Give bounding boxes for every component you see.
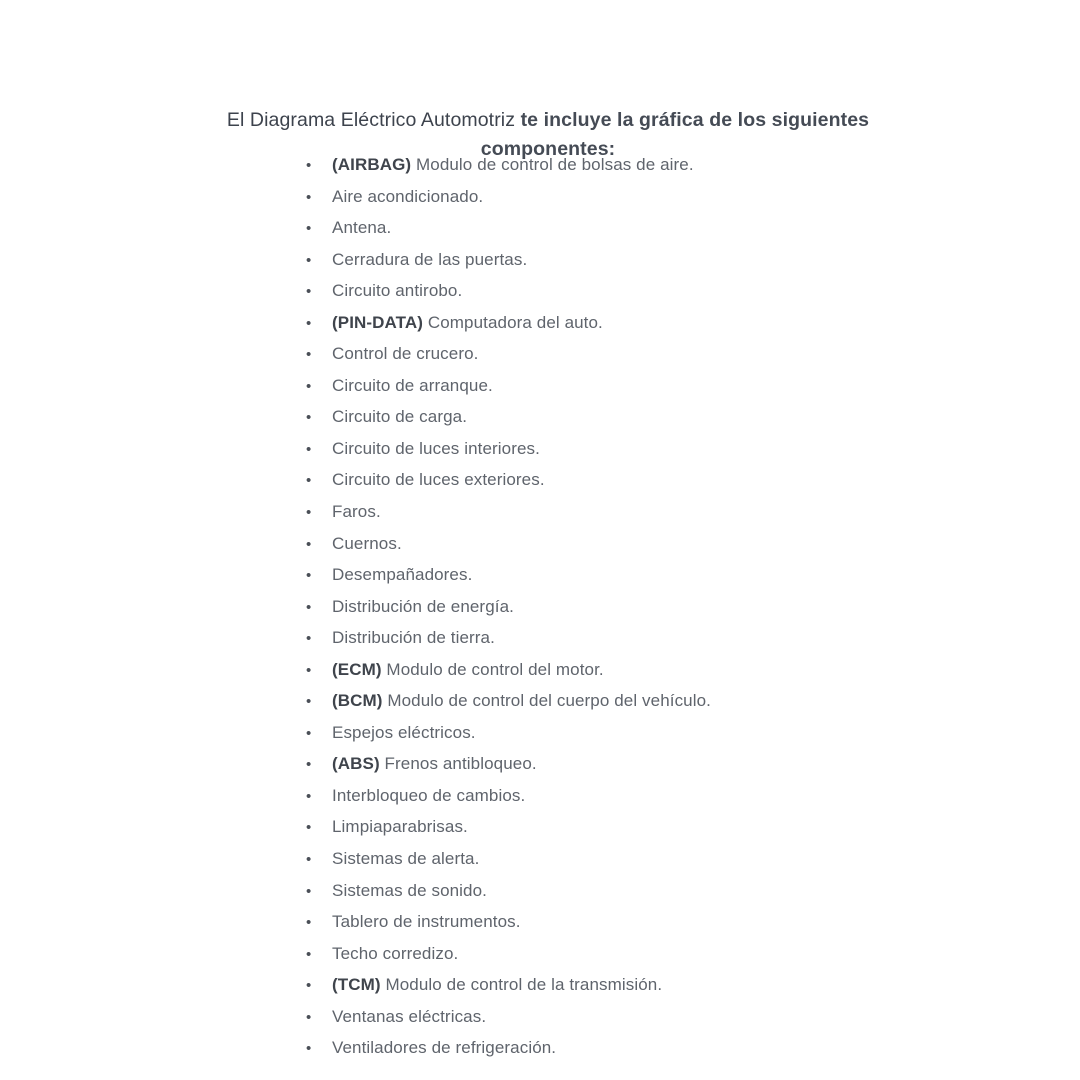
list-item (304, 464, 711, 496)
bullet-icon: • (306, 440, 312, 458)
bullet-icon: • (306, 504, 312, 522)
bullet-icon: • (306, 251, 312, 269)
component-description: Circuito de arranque. (332, 375, 493, 395)
component-code: (PIN-DATA) (332, 312, 424, 332)
component-description: Circuito de carga. (332, 407, 468, 427)
list-item (304, 591, 711, 623)
bullet-icon: • (306, 283, 312, 301)
bullet-icon: • (306, 724, 312, 742)
list-item (304, 654, 711, 686)
component-description: Modulo de control de la transmisión. (380, 975, 663, 995)
component-description: Control de crucero. (332, 344, 479, 364)
bullet-icon: • (306, 819, 312, 837)
bullet-icon: • (306, 472, 312, 490)
component-description: Sistemas de sonido. (332, 880, 487, 900)
component-code: (TCM) (332, 975, 381, 995)
component-description: Limpiaparabrisas. (332, 817, 468, 837)
component-code: (AIRBAG) (332, 155, 412, 174)
list-item (304, 685, 711, 717)
list-item (304, 559, 711, 591)
list-item (304, 181, 711, 213)
bullet-icon: • (306, 598, 312, 616)
bullet-icon: • (306, 693, 312, 711)
list-item (304, 149, 711, 181)
bullet-icon: • (306, 945, 312, 963)
list-item (304, 843, 711, 875)
component-description: Modulo de control de bolsas de aire. (411, 155, 694, 174)
component-description: Tablero de instrumentos. (332, 912, 521, 932)
component-description: Modulo de control del motor. (381, 659, 604, 679)
component-description: Distribución de tierra. (332, 628, 495, 648)
bullet-icon: • (306, 977, 312, 995)
list-item (304, 275, 711, 307)
component-description: Cerradura de las puertas. (332, 249, 528, 269)
component-code: (ECM) (332, 659, 382, 679)
list-item (304, 1032, 711, 1064)
heading-intro: El Diagrama Eléctrico Automotriz (226, 108, 521, 131)
list-item (304, 433, 711, 465)
component-description: Circuito de luces interiores. (332, 438, 540, 458)
list-item (304, 528, 711, 560)
bullet-icon: • (306, 220, 312, 238)
bullet-icon: • (306, 314, 312, 332)
bullet-icon: • (306, 157, 312, 174)
component-description: Distribución de energía. (332, 596, 514, 616)
bullet-icon: • (306, 630, 312, 648)
bullet-icon: • (306, 1040, 312, 1058)
component-description: Computadora del auto. (423, 312, 603, 332)
component-description: Aire acondicionado. (332, 186, 484, 206)
component-description: Interbloqueo de cambios. (332, 785, 526, 805)
component-description: Espejos eléctricos. (332, 722, 476, 742)
bullet-icon: • (306, 787, 312, 805)
bullet-icon: • (306, 756, 312, 774)
bullet-icon: • (306, 1008, 312, 1026)
component-list (304, 149, 711, 1064)
list-item (304, 748, 711, 780)
list-item (304, 370, 711, 402)
list-item (304, 307, 711, 339)
heading-emphasis: te incluye la gráfica de los siguientes componentes: (480, 108, 870, 160)
list-item (304, 969, 711, 1001)
list-item (304, 338, 711, 370)
component-description: Circuito de luces exteriores. (332, 470, 545, 490)
list-item (304, 622, 711, 654)
list-item (304, 496, 711, 528)
list-item (304, 212, 711, 244)
bullet-icon: • (306, 882, 312, 900)
bullet-icon: • (306, 409, 312, 427)
component-code: (ABS) (332, 754, 380, 774)
component-description: Modulo de control del cuerpo del vehículo. (382, 691, 711, 711)
bullet-icon: • (306, 661, 312, 679)
component-description: Techo corredizo. (332, 943, 459, 963)
bullet-icon: • (306, 346, 312, 364)
list-item (304, 780, 711, 812)
bullet-icon: • (306, 377, 312, 395)
list-item (304, 244, 711, 276)
component-description: Circuito antirobo. (332, 281, 463, 301)
bullet-icon: • (306, 851, 312, 869)
list-item (304, 811, 711, 843)
list-item (304, 401, 711, 433)
list-item (304, 906, 711, 938)
list-item (304, 1001, 711, 1033)
component-description: Desempañadores. (332, 565, 473, 585)
bullet-icon: • (306, 914, 312, 932)
component-description: Faros. (332, 502, 381, 522)
component-code: (BCM) (332, 691, 383, 711)
component-description: Cuernos. (332, 533, 402, 553)
list-item (304, 938, 711, 970)
component-description: Frenos antibloqueo. (379, 754, 537, 774)
bullet-icon: • (306, 188, 312, 206)
list-item (304, 875, 711, 907)
bullet-icon: • (306, 535, 312, 553)
component-description: Antena. (332, 218, 392, 238)
component-description: Sistemas de alerta. (332, 849, 480, 869)
component-description: Ventiladores de refrigeración. (332, 1038, 557, 1058)
bullet-icon: • (306, 567, 312, 585)
component-description: Ventanas eléctricas. (332, 1006, 487, 1026)
list-item (304, 717, 711, 749)
